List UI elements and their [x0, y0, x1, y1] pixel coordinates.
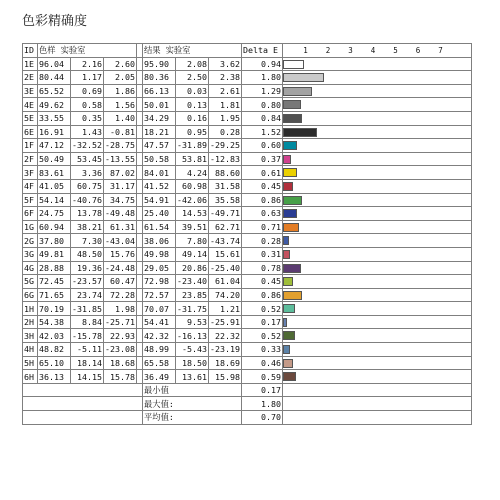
delta-e-bar-6F	[283, 209, 297, 218]
bar-cell	[283, 57, 472, 71]
delta-e-bar-6H	[283, 372, 296, 381]
ref-l: 96.04	[38, 57, 71, 71]
delta-e-bar-2H	[283, 318, 287, 327]
ref-a: 1.43	[71, 125, 104, 139]
res-l: 84.01	[143, 166, 176, 180]
ref-b: -24.48	[105, 262, 135, 273]
bar-cell	[283, 139, 472, 153]
bar-cell	[283, 220, 472, 234]
table-row	[23, 179, 472, 193]
delta-e-bar-2F	[283, 155, 291, 164]
bar-cell	[283, 329, 472, 343]
patch-id: 6F	[23, 207, 38, 221]
res-a: 0.16	[176, 111, 209, 125]
ref-b: -25.71	[105, 317, 135, 328]
res-a: 20.86	[176, 261, 209, 275]
patch-id: 5F	[23, 193, 38, 207]
res-b: 61.04	[209, 275, 242, 289]
patch-id: 5E	[23, 111, 38, 125]
bar-cell	[283, 315, 472, 329]
ref-l: 60.94	[38, 220, 71, 234]
res-l: 54.91	[143, 193, 176, 207]
scale-tick-7: 7	[438, 46, 443, 55]
delta-e-bar-1H	[283, 304, 295, 313]
delta-e-value: 0.52	[242, 302, 283, 316]
delta-e-value: 0.78	[242, 261, 283, 275]
delta-e-value: 0.94	[242, 57, 283, 71]
res-a: 0.03	[176, 84, 209, 98]
res-b: 0.28	[209, 125, 242, 139]
ref-b: 31.17	[104, 179, 137, 193]
res-l: 47.57	[143, 139, 176, 153]
ref-a: 14.15	[71, 370, 104, 384]
delta-e-bar-2G	[283, 236, 289, 245]
bar-cell	[283, 383, 472, 397]
ref-l: 37.80	[38, 234, 71, 248]
header-id: ID	[23, 44, 38, 58]
res-a: 14.53	[176, 207, 209, 221]
res-b: 1.81	[209, 98, 242, 112]
patch-id: 1H	[23, 302, 38, 316]
patch-id: 4H	[23, 343, 38, 357]
delta-e-bar-4F	[283, 182, 293, 191]
res-a: 49.14	[176, 247, 209, 261]
ref-b: 61.31	[104, 220, 137, 234]
res-a: 7.80	[176, 234, 209, 248]
res-b: 2.38	[209, 71, 242, 85]
delta-e-bar-1E	[283, 60, 304, 69]
table-row	[23, 207, 472, 221]
delta-e-bar-5H	[283, 359, 293, 368]
bar-cell	[283, 288, 472, 302]
ref-b: 87.02	[104, 166, 137, 180]
patch-id: 2G	[23, 234, 38, 248]
ref-l: 16.91	[38, 125, 71, 139]
patch-id: 2H	[23, 315, 38, 329]
delta-e-value: 0.80	[242, 98, 283, 112]
res-b: 62.71	[209, 220, 242, 234]
delta-e-value: 0.63	[242, 207, 283, 221]
bar-cell	[283, 98, 472, 112]
stat-label: 最小值	[143, 383, 242, 397]
ref-a: 1.17	[71, 71, 104, 85]
table-row	[23, 220, 472, 234]
ref-l: 65.10	[38, 356, 71, 370]
ref-b: 18.68	[104, 356, 137, 370]
res-a: -16.13	[177, 330, 207, 341]
bar-cell	[283, 207, 472, 221]
stat-value: 1.80	[242, 397, 283, 411]
res-l: 66.13	[143, 84, 176, 98]
bar-cell	[283, 411, 472, 425]
bar-cell	[283, 397, 472, 411]
res-b: -25.91	[210, 317, 240, 328]
table-row	[23, 84, 472, 98]
delta-e-value: 0.61	[242, 166, 283, 180]
delta-e-bar-1F	[283, 141, 297, 150]
res-a: 9.53	[176, 315, 209, 329]
bar-cell	[283, 261, 472, 275]
delta-e-value: 0.86	[242, 193, 283, 207]
header-reference-lab: 色样 实验室	[38, 44, 137, 58]
ref-a: 60.75	[71, 179, 104, 193]
delta-e-value: 0.46	[242, 356, 283, 370]
delta-e-value: 0.17	[242, 315, 283, 329]
bar-cell	[283, 193, 472, 207]
ref-a: 18.14	[71, 356, 104, 370]
table-row	[23, 98, 472, 112]
table-row	[23, 139, 472, 153]
res-b: -12.83	[210, 154, 240, 165]
bar-cell	[283, 84, 472, 98]
table-row	[23, 275, 472, 289]
ref-l: 83.61	[38, 166, 71, 180]
ref-l: 80.44	[38, 71, 71, 85]
delta-e-bar-4E	[283, 100, 301, 109]
delta-e-bar-1G	[283, 223, 299, 232]
table-row	[23, 288, 472, 302]
bar-cell	[283, 370, 472, 384]
ref-b: 1.56	[104, 98, 137, 112]
res-a: 0.13	[176, 98, 209, 112]
bar-cell	[283, 125, 472, 139]
res-b: 31.58	[209, 179, 242, 193]
table-row	[23, 125, 472, 139]
patch-id: 4G	[23, 261, 38, 275]
ref-l: 28.88	[38, 261, 71, 275]
delta-e-bar-3H	[283, 331, 295, 340]
res-b: -23.19	[210, 344, 240, 355]
scale-tick-3: 3	[348, 46, 353, 55]
scale-tick-1: 1	[303, 46, 308, 55]
ref-l: 54.38	[38, 315, 71, 329]
scale-tick-2: 2	[325, 46, 331, 55]
delta-e-value: 0.84	[242, 111, 283, 125]
ref-b: 1.86	[104, 84, 137, 98]
ref-l: 36.13	[38, 370, 71, 384]
delta-e-value: 0.59	[242, 370, 283, 384]
patch-id: 3G	[23, 247, 38, 261]
delta-e-value: 0.28	[242, 234, 283, 248]
res-a: 0.95	[176, 125, 209, 139]
ref-b: 2.60	[104, 57, 137, 71]
patch-id: 4F	[23, 179, 38, 193]
header-delta-e: Delta E	[242, 44, 283, 58]
res-b: 1.21	[209, 302, 242, 316]
delta-e-value: 0.60	[242, 139, 283, 153]
res-b: 15.61	[209, 247, 242, 261]
res-a: 2.08	[176, 57, 209, 71]
table-row	[23, 234, 472, 248]
delta-e-value: 1.80	[242, 71, 283, 85]
ref-b: -28.75	[105, 140, 135, 151]
res-a: 53.81	[176, 152, 209, 166]
page-title: 色彩精确度	[22, 14, 88, 29]
res-a: -31.89	[177, 140, 207, 151]
res-a: 18.50	[176, 356, 209, 370]
res-l: 65.58	[143, 356, 176, 370]
ref-a: -15.78	[72, 330, 102, 341]
ref-a: 0.35	[71, 111, 104, 125]
stats-row	[23, 411, 472, 425]
delta-e-bar-6E	[283, 128, 317, 137]
res-l: 72.98	[143, 275, 176, 289]
res-a: 13.61	[176, 370, 209, 384]
ref-l: 41.05	[38, 179, 71, 193]
delta-e-value: 1.52	[242, 125, 283, 139]
ref-l: 47.12	[38, 139, 71, 153]
ref-b: 2.05	[104, 71, 137, 85]
ref-b: 34.75	[104, 193, 137, 207]
patch-id: 2F	[23, 152, 38, 166]
delta-e-bar-5G	[283, 277, 293, 286]
ref-b: -43.04	[105, 235, 135, 246]
delta-e-bar-5F	[283, 196, 302, 205]
res-b: -49.71	[210, 208, 240, 219]
table-row	[23, 193, 472, 207]
ref-a: 0.58	[71, 98, 104, 112]
ref-b: -13.55	[105, 154, 135, 165]
res-a: -5.43	[176, 343, 209, 357]
res-b: -43.74	[210, 235, 240, 246]
res-l: 50.01	[143, 98, 176, 112]
ref-b: -49.48	[105, 208, 135, 219]
delta-e-bar-2E	[283, 73, 324, 82]
ref-l: 72.45	[38, 275, 71, 289]
color-accuracy-table	[22, 43, 472, 425]
table-row	[23, 111, 472, 125]
patch-id: 1G	[23, 220, 38, 234]
patch-id: 3E	[23, 84, 38, 98]
ref-a: 48.50	[71, 247, 104, 261]
res-a: -23.40	[177, 276, 207, 287]
bar-cell	[283, 71, 472, 85]
delta-e-value: 0.86	[242, 288, 283, 302]
res-l: 18.21	[143, 125, 176, 139]
table-row	[23, 370, 472, 384]
delta-e-bar-4H	[283, 345, 290, 354]
res-l: 42.32	[143, 329, 176, 343]
ref-a: 53.45	[71, 152, 104, 166]
res-b: 2.61	[209, 84, 242, 98]
delta-e-value: 0.31	[242, 247, 283, 261]
ref-b: 60.47	[104, 275, 137, 289]
ref-a: -32.52	[72, 140, 102, 151]
ref-a: 38.21	[71, 220, 104, 234]
ref-a: -40.76	[72, 194, 102, 205]
res-b: 74.20	[209, 288, 242, 302]
ref-l: 71.65	[38, 288, 71, 302]
ref-a: 23.74	[71, 288, 104, 302]
ref-l: 65.52	[38, 84, 71, 98]
stats-row	[23, 397, 472, 411]
delta-e-bar-5E	[283, 114, 302, 123]
res-l: 25.40	[143, 207, 176, 221]
delta-e-value: 0.33	[242, 343, 283, 357]
patch-id: 3F	[23, 166, 38, 180]
ref-a: 7.30	[71, 234, 104, 248]
table-row	[23, 247, 472, 261]
scale-axis	[283, 44, 472, 58]
res-l: 70.07	[143, 302, 176, 316]
scale-tick-6: 6	[415, 46, 421, 55]
res-l: 48.99	[143, 343, 176, 357]
ref-b: 22.93	[104, 329, 137, 343]
scale-tick-4: 4	[370, 46, 376, 55]
bar-cell	[283, 179, 472, 193]
res-l: 36.49	[143, 370, 176, 384]
res-l: 95.90	[143, 57, 176, 71]
ref-b: 1.40	[104, 111, 137, 125]
patch-id: 4E	[23, 98, 38, 112]
res-b: -29.25	[210, 140, 240, 151]
delta-e-bar-4G	[283, 264, 301, 273]
table-row	[23, 343, 472, 357]
ref-l: 70.19	[38, 302, 71, 316]
stat-label: 平均值:	[143, 411, 242, 425]
patch-id: 2E	[23, 71, 38, 85]
delta-e-value: 0.45	[242, 275, 283, 289]
ref-b: -23.08	[105, 344, 135, 355]
table-row	[23, 57, 472, 71]
bar-cell	[283, 166, 472, 180]
res-a: 2.50	[176, 71, 209, 85]
res-a: 23.85	[176, 288, 209, 302]
patch-id: 5H	[23, 356, 38, 370]
scale-tick-5: 5	[393, 46, 398, 55]
res-l: 49.98	[143, 247, 176, 261]
table-row	[23, 71, 472, 85]
ref-l: 24.75	[38, 207, 71, 221]
res-l: 61.54	[143, 220, 176, 234]
res-l: 72.57	[143, 288, 176, 302]
delta-e-bar-3F	[283, 168, 297, 177]
table-row	[23, 302, 472, 316]
bar-cell	[283, 111, 472, 125]
ref-l: 48.82	[38, 343, 71, 357]
ref-a: 19.36	[71, 261, 104, 275]
ref-a: 2.16	[71, 57, 104, 71]
res-a: 60.98	[176, 179, 209, 193]
ref-l: 33.55	[38, 111, 71, 125]
ref-l: 42.03	[38, 329, 71, 343]
patch-id: 6G	[23, 288, 38, 302]
bar-cell	[283, 234, 472, 248]
bar-cell	[283, 275, 472, 289]
header-row	[23, 44, 472, 58]
bar-cell	[283, 302, 472, 316]
res-b: 3.62	[209, 57, 242, 71]
res-b: 15.98	[209, 370, 242, 384]
bar-cell	[283, 343, 472, 357]
delta-e-bar-3G	[283, 250, 290, 259]
ref-a: 8.84	[71, 315, 104, 329]
table-row	[23, 329, 472, 343]
bar-cell	[283, 247, 472, 261]
delta-e-bar-3E	[283, 87, 312, 96]
ref-l: 54.14	[38, 193, 71, 207]
ref-a: -23.57	[72, 276, 102, 287]
patch-id: 1F	[23, 139, 38, 153]
patch-id: 3H	[23, 329, 38, 343]
stat-value: 0.17	[242, 383, 283, 397]
table-row	[23, 356, 472, 370]
delta-e-value: 0.45	[242, 179, 283, 193]
res-b: 1.95	[209, 111, 242, 125]
ref-b: 72.28	[104, 288, 137, 302]
res-l: 29.05	[143, 261, 176, 275]
patch-id: 6H	[23, 370, 38, 384]
stat-label: 最大值:	[143, 397, 242, 411]
delta-e-bar-6G	[283, 291, 302, 300]
bar-cell	[283, 152, 472, 166]
res-l: 54.41	[143, 315, 176, 329]
res-l: 80.36	[143, 71, 176, 85]
ref-a: 3.36	[71, 166, 104, 180]
table-row	[23, 315, 472, 329]
ref-l: 49.62	[38, 98, 71, 112]
ref-b: 1.98	[104, 302, 137, 316]
ref-b: -0.81	[104, 125, 137, 139]
header-result-lab: 结果 实验室	[143, 44, 242, 58]
res-l: 41.52	[143, 179, 176, 193]
res-b: 18.69	[209, 356, 242, 370]
delta-e-value: 0.37	[242, 152, 283, 166]
ref-a: 0.69	[71, 84, 104, 98]
res-l: 34.29	[143, 111, 176, 125]
bar-cell	[283, 356, 472, 370]
table-row	[23, 152, 472, 166]
res-a: 39.51	[176, 220, 209, 234]
ref-b: 15.76	[104, 247, 137, 261]
delta-e-value: 0.71	[242, 220, 283, 234]
patch-id: 1E	[23, 57, 38, 71]
res-a: -31.75	[177, 303, 207, 314]
ref-l: 50.49	[38, 152, 71, 166]
ref-b: 15.78	[104, 370, 137, 384]
stats-row	[23, 383, 472, 397]
res-l: 38.06	[143, 234, 176, 248]
ref-a: -5.11	[71, 343, 104, 357]
table-row	[23, 261, 472, 275]
ref-a: -31.85	[72, 303, 102, 314]
res-b: 35.58	[209, 193, 242, 207]
stat-value: 0.70	[242, 411, 283, 425]
delta-e-value: 0.52	[242, 329, 283, 343]
ref-l: 49.81	[38, 247, 71, 261]
patch-id: 5G	[23, 275, 38, 289]
ref-a: 13.78	[71, 207, 104, 221]
res-a: -42.06	[177, 194, 207, 205]
delta-e-value: 1.29	[242, 84, 283, 98]
res-a: 4.24	[176, 166, 209, 180]
res-l: 50.58	[143, 152, 176, 166]
patch-id: 6E	[23, 125, 38, 139]
res-b: 22.32	[209, 329, 242, 343]
res-b: -25.40	[210, 262, 240, 273]
res-b: 88.60	[209, 166, 242, 180]
table-row	[23, 166, 472, 180]
